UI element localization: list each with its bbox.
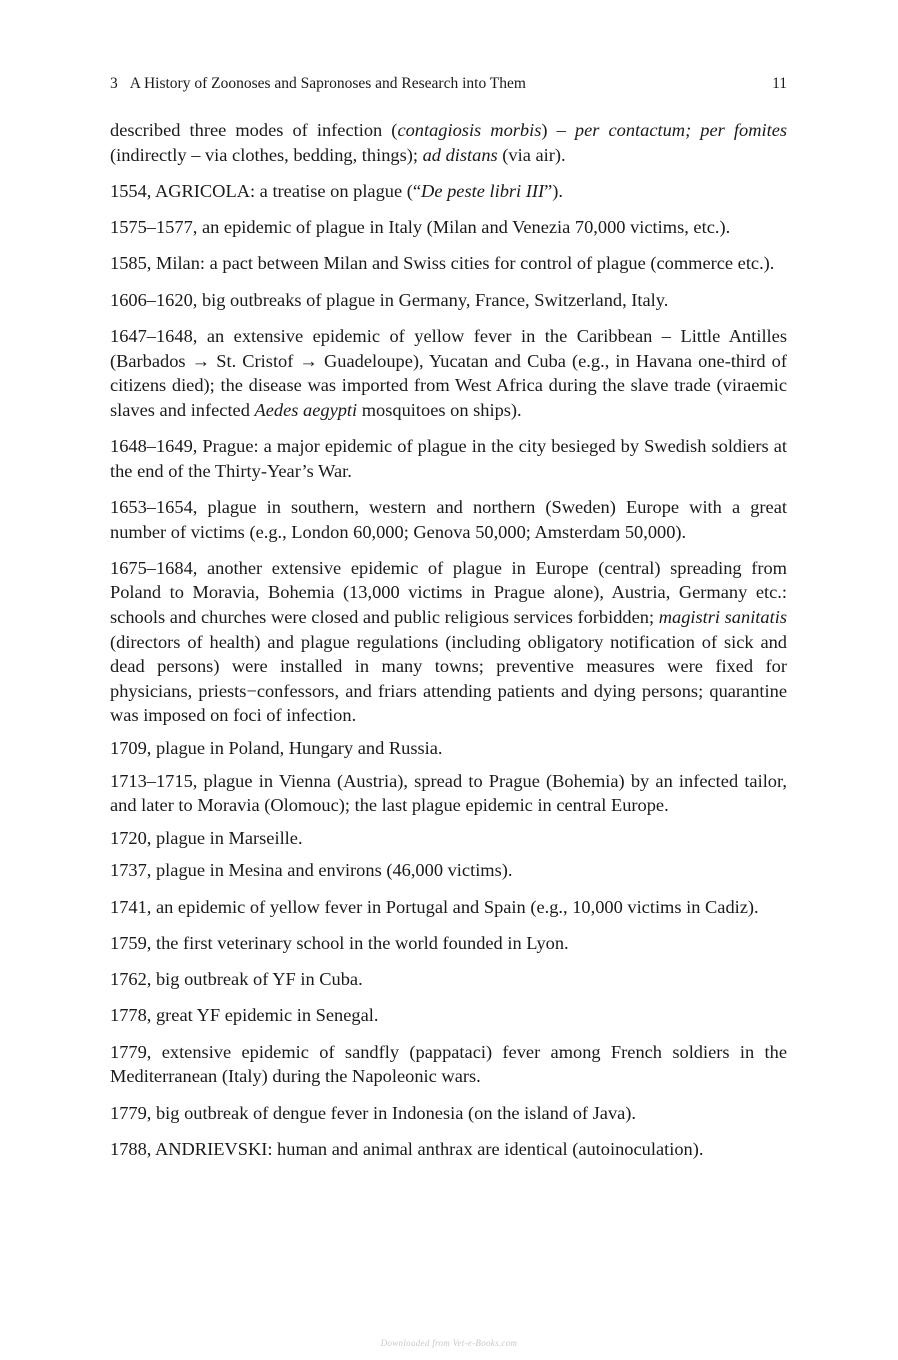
chapter-number: 3 (110, 75, 118, 92)
entry-text: 1720, plague in Marseille. (110, 827, 303, 848)
entry-text: 1709, plague in Poland, Hungary and Russia. (110, 737, 443, 758)
timeline-entry (110, 858, 787, 883)
timeline-entry (110, 1101, 787, 1126)
italic-term: magistri sanitatis (658, 607, 787, 627)
timeline-entry (110, 251, 787, 276)
timeline-entry (110, 826, 787, 851)
entry-text: ) – (541, 120, 575, 140)
entry-text: described three modes of infection ( (110, 120, 398, 140)
italic-term: per contactum; per fomites (574, 120, 788, 140)
entry-text: 1606–1620, big outbreaks of plague in Germany, France, Switzerland, Italy. (110, 289, 669, 310)
entry-text: 1741, an epidemic of yellow fever in Portugal and Spain (e.g., 10,000 victims in Cadiz). (110, 896, 759, 917)
timeline-entry (110, 1040, 787, 1089)
italic-term: contagiosis morbis (397, 120, 542, 140)
download-watermark: Downloaded from Vet-e-Books.com (380, 1338, 518, 1348)
entry-text: 1737, plague in Mesina and environs (46,000 victims). (110, 860, 513, 881)
timeline-entry (110, 324, 787, 422)
timeline-entry (110, 967, 787, 992)
timeline-entry (110, 495, 787, 544)
timeline-entry (110, 736, 787, 761)
entry-text: 1779, extensive epidemic of sandfly (pappataci) fever among French soldiers in the Mediterranean (Italy) during the Napoleonic wars. (110, 1041, 787, 1087)
entry-text: mosquitoes on ships). (357, 399, 522, 420)
entry-text: 1575–1577, an epidemic of plague in Italy (Milan and Venezia 70,000 victims, etc.). (110, 217, 731, 238)
entry-text: 1713–1715, plague in Vienna (Austria), spread to Prague (Bohemia) by an infected tailor, and later to Moravia (Olomouc); the last plague epidemic in central Europe. (110, 770, 787, 816)
italic-term: Aedes aegypti (254, 399, 358, 420)
running-head-left (110, 74, 526, 94)
chapter-title: A History of Zoonoses and Sapronoses and Research into Them (129, 75, 526, 92)
timeline-entry (110, 1003, 787, 1028)
entry-text: (via air). (497, 144, 566, 165)
timeline-entry (110, 179, 787, 204)
entry-text: 1759, the first veterinary school in the world founded in Lyon. (110, 932, 569, 953)
timeline-entries (110, 118, 787, 1173)
timeline-entry (110, 434, 787, 483)
timeline-entry (110, 288, 787, 313)
entry-text: 1585, Milan: a pact between Milan and Swiss cities for control of plague (commerce etc.). (110, 253, 775, 274)
timeline-entry (110, 1137, 787, 1162)
page-number: 11 (772, 75, 787, 92)
entry-text: 1788, ANDRIEVSKI: human and animal anthrax are identical (autoinoculation). (110, 1138, 704, 1159)
entry-text: 1647–1648, an extensive epidemic of yellow fever in the Caribbean – Little Antilles (Barbados → St. Cristof → Guadeloupe), Yucatan and Cuba (e.g., in Havana one-third of citizens died); the disease was imported from West Africa during the slave trade (viraemic slaves and infected (110, 326, 787, 420)
entry-text: 1653–1654, plague in southern, western and northern (Sweden) Europe with a great number of victims (e.g., London 60,000; Genova 50,000; Amsterdam 50,000). (110, 496, 787, 542)
entry-text: 1779, big outbreak of dengue fever in Indonesia (on the island of Java). (110, 1102, 637, 1123)
entry-text: 1675–1684, another extensive epidemic of plague in Europe (central) spreading from Poland to Moravia, Bohemia (13,000 victims in Prague alone), Austria, Germany etc.: schools and churches were closed and public religious services forbidden; (110, 557, 787, 627)
timeline-entry (110, 769, 787, 818)
entry-text: (directors of health) and plague regulations (including obligatory notification of sick and dead persons) were installed in many towns; preventive measures were fixed for physicians, priests−confessors, and friars attending patients and dying persons; quarantine was imposed on foci of infection. (110, 631, 787, 726)
timeline-entry (110, 118, 787, 167)
timeline-entry (110, 215, 787, 240)
italic-term: De peste libri III (421, 180, 545, 201)
timeline-entry (110, 895, 787, 920)
entry-text: 1554, AGRICOLA: a treatise on plague (“ (110, 180, 422, 201)
entry-text: 1778, great YF epidemic in Senegal. (110, 1005, 379, 1026)
entry-text: 1648–1649, Prague: a major epidemic of plague in the city besieged by Swedish soldiers at the end of the Thirty-Year’s War. (110, 436, 787, 481)
entry-text: (indirectly – via clothes, bedding, things); (110, 144, 423, 165)
running-head (110, 74, 787, 94)
entry-text: 1762, big outbreak of YF in Cuba. (110, 969, 363, 990)
timeline-entry (110, 931, 787, 956)
italic-term: ad distans (422, 144, 498, 165)
timeline-entry (110, 556, 787, 728)
entry-text: ”). (544, 180, 564, 201)
